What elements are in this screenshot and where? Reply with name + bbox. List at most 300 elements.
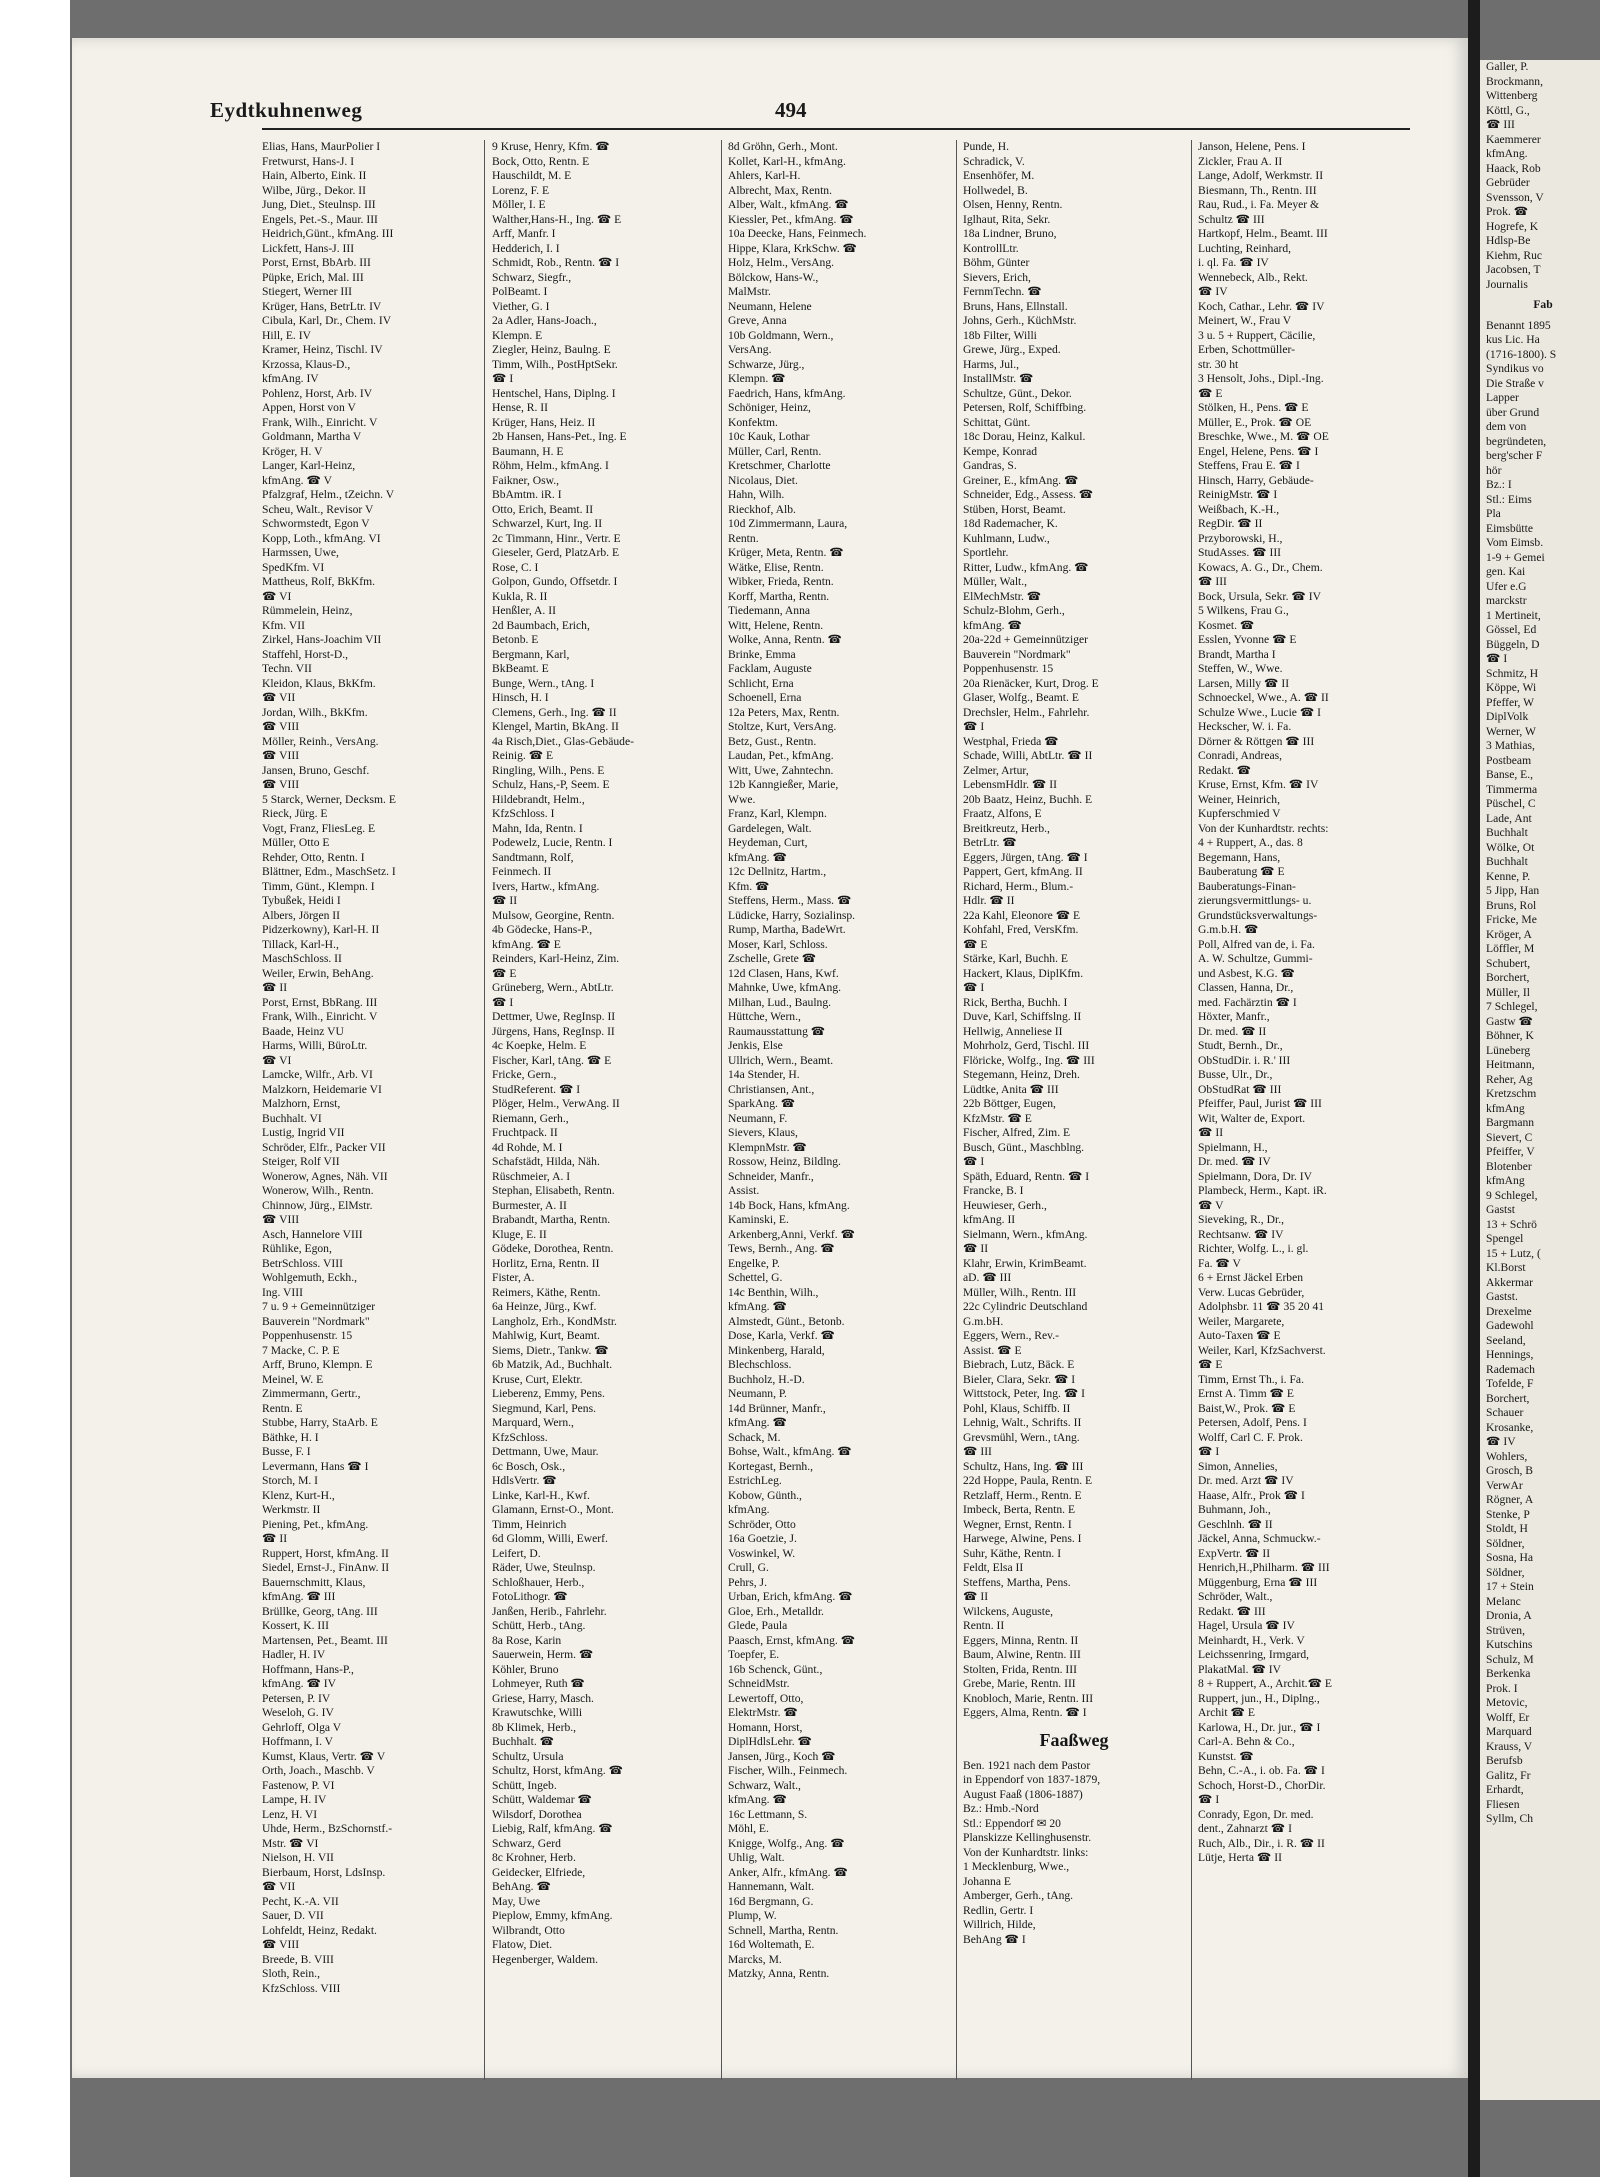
directory-entry: Seeland, [1486,1333,1526,1347]
directory-entry: Gandras, S. [963,459,1017,472]
directory-entry: Die Straße v [1486,376,1544,390]
directory-entry: Zickler, Frau A. II [1198,154,1283,168]
directory-entry: Assist. [728,1184,760,1197]
directory-entry: kfmAng. ☎ III [262,1590,336,1603]
directory-entry: Hennings, [1486,1348,1534,1361]
directory-entry: Hogrefe, K [1486,219,1539,233]
directory-entry: Schnell, Martha, Rentn. [728,1923,839,1937]
directory-entry: Zschelle, Grete ☎ [728,952,817,965]
directory-entry: Linke, Karl-H., Kwf. [492,1488,590,1502]
directory-entry: 12c Dellnitz, Hartm., [728,865,827,878]
directory-entry: Westphal, Frieda ☎ [963,734,1059,748]
directory-entry: Bergmann, Karl, [492,647,570,661]
directory-entry: Storch, M. I [262,1474,319,1487]
directory-entry: Asch, Hannelore VIII [262,1227,363,1241]
directory-entry: 7 Schlegel, [1486,1000,1538,1013]
directory-entry: Plambeck, Herm., Kapt. iR. [1198,1184,1327,1197]
directory-entry: Geidecker, Elfriede, [492,1865,586,1879]
directory-entry: Redakt. ☎ [1198,763,1252,777]
directory-entry: Hinsch, H. I [492,691,549,704]
directory-entry: Buchholz, H.-D. [728,1372,805,1386]
directory-entry: Bieler, Clara, Sekr. ☎ I [963,1372,1076,1386]
directory-entry: Harmssen, Uwe, [262,546,339,559]
directory-entry: Schulz, Hans,-P, Seem. E [492,778,610,791]
directory-entry: Pfeiffer, Paul, Jurist ☎ III [1198,1097,1322,1110]
directory-entry: Larsen, Milly ☎ II [1198,676,1290,690]
directory-entry: ☎ I [963,1155,985,1168]
directory-entry: kfmAng. II [963,1213,1016,1226]
directory-entry: Benannt 1895 [1486,318,1551,332]
directory-entry: Reinders, Karl-Heinz, Zim. [492,952,620,965]
directory-entry: MalMstr. [728,285,771,298]
directory-entry: kus Lic. Ha [1486,333,1540,346]
directory-entry: Wilckens, Auguste, [963,1604,1054,1618]
directory-entry: Fliesen [1486,1797,1520,1811]
directory-entry: 7 u. 9 + Gemeinnütziger [262,1300,376,1313]
directory-entry: 14b Bock, Hans, kfmAng. [728,1198,850,1212]
directory-entry: Lenz, H. VI [262,1807,318,1821]
column-5 [1198,140,1428,1866]
directory-entry: Auto-Taxen ☎ E [1198,1329,1281,1342]
directory-entry: Stolten, Frida, Rentn. III [963,1662,1077,1676]
directory-entry: Mahlwig, Kurt, Beamt. [492,1329,600,1342]
directory-entry: ☎ I [1486,652,1508,665]
street-header: Eydtkuhnenweg [210,98,363,122]
directory-entry: VerwAr [1486,1478,1523,1492]
directory-entry: Breitkreutz, Herb., [963,821,1050,835]
directory-entry: Brinke, Emma [728,647,796,661]
directory-entry: Siegmund, Karl, Pens. [492,1401,597,1415]
directory-entry: BetrSchloss. VIII [262,1256,343,1270]
directory-entry: ☎ II [262,981,288,994]
directory-entry: Bock, Ursula, Sekr. ☎ IV [1198,589,1321,603]
directory-entry: Goldmann, Martha V [262,430,362,443]
directory-entry: Rentn. [728,531,759,545]
directory-entry: G.m.b.H. ☎ [1198,923,1259,936]
directory-entry: Püschel, C [1486,797,1536,810]
directory-entry: kfmAng. ☎ [963,618,1022,632]
directory-entry: Dörner & Röttgen ☎ III [1198,734,1315,748]
directory-entry: Kröger, H. V [262,444,323,458]
directory-entry: Rieck, Jürg. E [262,807,328,820]
directory-entry: Neumann, F. [728,1111,788,1125]
directory-entry: Arff, Manfr. I [492,227,556,240]
directory-entry: Wolke, Anna, Rentn. ☎ [728,633,842,646]
directory-entry: Dronia, A [1486,1609,1532,1622]
directory-entry: Rentn. E [262,1401,303,1415]
directory-entry: Haack, Rob [1486,161,1541,175]
directory-entry: 4a Risch,Diet., Glas-Gebäude- [492,734,634,748]
directory-entry: 2a Adler, Hans-Joach., [492,314,597,327]
directory-entry: über Grund [1486,405,1540,419]
directory-entry: Böhm, Günter [963,256,1030,269]
directory-entry: KfzMstr. ☎ E [963,1111,1032,1125]
directory-entry: Müller, Il [1486,985,1530,999]
directory-entry: ElMechMstr. ☎ [963,589,1042,603]
directory-entry: Buchhalt. ☎ [492,1735,555,1748]
directory-entry: Schneider, Edg., Assess. ☎ [963,488,1094,501]
directory-entry: Schulze Wwe., Lucie ☎ I [1198,705,1322,719]
directory-entry: Jürgens, Hans, RegInsp. II [492,1024,615,1038]
directory-entry: 22a Kahl, Eleonore ☎ E [963,908,1081,922]
directory-entry: Löffler, M [1486,942,1535,955]
directory-entry: Busse, Ulr., Dr., [1198,1068,1273,1081]
directory-entry: Hackert, Klaus, DiplKfm. [963,966,1084,980]
directory-entry: Bauernschmitt, Klaus, [262,1575,366,1589]
directory-entry: Melanc [1486,1594,1521,1608]
directory-entry: Hoffmann, Hans-P., [262,1662,354,1676]
directory-entry: Pohlenz, Horst, Arb. IV [262,386,373,400]
directory-entry: Lamcke, Wilfr., Arb. VI [262,1068,373,1081]
directory-entry: Schultze, Günt., Dekor. [963,386,1072,400]
directory-entry: Bz.: I [1486,478,1512,491]
directory-entry: Burmester, A. II [492,1198,567,1212]
directory-entry: 12b Kanngießer, Marie, [728,778,839,791]
directory-entry: Wibker, Frieda, Rentn. [728,575,834,588]
directory-entry: Suhr, Käthe, Rentn. I [963,1546,1062,1560]
directory-entry: Gardelegen, Walt. [728,821,812,835]
directory-entry: dem von [1486,420,1527,433]
directory-entry: Sloth, Rein., [262,1967,320,1980]
column-4 [963,140,1185,1947]
directory-entry: Kruse, Ernst, Kfm. ☎ IV [1198,778,1319,791]
directory-entry: Wegner, Ernst, Rentn. I [963,1517,1072,1531]
directory-entry: Plump, W. [728,1909,777,1922]
column-2 [492,140,714,1967]
directory-entry: Schettel, G. [728,1271,783,1284]
directory-entry: Lampe, H. IV [262,1793,327,1806]
directory-entry: Wohlers, [1486,1449,1528,1463]
directory-entry: Syllm, Ch [1486,1812,1534,1825]
directory-entry: 2d Baumbach, Erich, [492,618,590,632]
directory-entry: Ernst A. Timm ☎ E [1198,1387,1294,1400]
directory-entry: Wilbe, Jürg., Dekor. II [262,183,366,197]
directory-entry: PlakatMal. ☎ IV [1198,1662,1282,1676]
directory-entry: Gadewohl [1486,1319,1534,1332]
directory-entry: Pieplow, Emmy, kfmAng. [492,1909,613,1922]
directory-entry: Timm, Günt., Klempn. I [262,879,375,893]
directory-entry: Tillack, Karl-H., [262,937,339,951]
directory-entry: Zelmer, Artur, [963,763,1029,777]
directory-entry: Faikner, Osw., [492,473,560,487]
directory-entry: Ahlers, Karl-H. [728,169,801,182]
directory-entry: ☎ VII [262,1880,296,1893]
directory-entry: Olsen, Henny, Rentn. [963,198,1063,211]
directory-entry: 3 Hensolt, Johs., Dipl.-Ing. [1198,372,1324,385]
directory-entry: Chinnow, Jürg., ElMstr. [262,1198,373,1212]
directory-entry: Glaser, Wolfg., Beamt. E [963,691,1079,704]
directory-entry: Pohl, Klaus, Schiffb. II [963,1401,1071,1415]
directory-entry: Hüttche, Wern., [728,1010,801,1023]
directory-entry: Banse, E., [1486,768,1534,781]
directory-entry: Liebig, Ralf, kfmAng. ☎ [492,1822,613,1835]
directory-entry: Timm, Heinrich [492,1517,567,1531]
directory-entry: BehAng ☎ I [963,1932,1026,1946]
directory-entry: LebensmHdlr. ☎ II [963,778,1057,791]
directory-entry: August Faaß (1806-1887) [963,1787,1083,1801]
directory-entry: Hahn, Wilh. [728,488,785,501]
directory-entry: Henrich,H.,Philharm. ☎ III [1198,1561,1330,1574]
directory-entry: May, Uwe [492,1894,541,1908]
directory-entry: Uhde, Herm., BzSchornstf.- [262,1822,393,1835]
directory-entry: Pfeffer, W [1486,695,1535,709]
directory-entry: und Asbest, K.G. ☎ [1198,966,1295,980]
directory-entry: Bohse, Walt., kfmAng. ☎ [728,1445,852,1458]
directory-entry: 10c Kauk, Lothar [728,430,810,443]
directory-entry: Lüdicke, Harry, Sozialinsp. [728,908,856,922]
directory-entry: Hadler, H. IV [262,1648,326,1661]
directory-entry: ☎ VII [262,691,296,704]
street-section-title: Faaßweg [1039,1729,1109,1750]
directory-entry: KontrollLtr. [963,241,1019,255]
directory-entry: Söldner, [1486,1565,1525,1579]
directory-entry: berg'scher F [1486,449,1543,462]
directory-entry: Faedrich, Hans, kfmAng. [728,386,846,400]
directory-entry: Holz, Helm., VersAng. [728,256,835,269]
directory-entry: kfmAng. ☎ [728,1300,787,1313]
directory-entry: BehAng. ☎ [492,1880,551,1893]
directory-entry: Frank, Wilh., Einricht. V [262,1010,378,1023]
directory-entry: FotoLithogr. ☎ [492,1590,568,1603]
directory-entry: Baum, Alwine, Rentn. III [963,1648,1081,1661]
directory-entry: Richard, Herm., Blum.- [963,879,1074,893]
directory-entry: RegDir. ☎ II [1198,517,1263,530]
directory-entry: aD. ☎ III [963,1271,1012,1284]
directory-entry: Bölckow, Hans-W., [728,270,819,284]
directory-entry: Jäckel, Anna, Schmuckw.- [1198,1532,1321,1545]
directory-entry: Lütje, Herta ☎ II [1198,1851,1282,1864]
directory-entry: Hill, E. IV [262,328,311,342]
directory-entry: 3 u. 5 + Ruppert, Cäcilie, [1198,328,1316,342]
directory-entry: ☎ E [1198,1358,1223,1371]
directory-entry: Köttl, G., [1486,103,1530,117]
directory-entry: Schultz ☎ III [1198,212,1265,226]
directory-entry: Wwe. [728,792,756,806]
directory-entry: Gastw ☎ [1486,1014,1533,1028]
directory-entry: Kumst, Klaus, Vertr. ☎ V [262,1749,386,1763]
directory-entry: Piening, Pet., kfmAng. [262,1517,369,1531]
directory-entry: Knigge, Wolfg., Ang. ☎ [728,1836,845,1850]
directory-entry: Dr. med. Arzt ☎ IV [1198,1474,1294,1487]
directory-entry: Sportlehr. [963,546,1009,559]
directory-entry: Lohfeldt, Heinz, Redakt. [262,1923,377,1937]
directory-entry: SpedKfm. VI [262,560,325,574]
directory-entry: Weiler, Karl, KfzSachverst. [1198,1343,1326,1357]
directory-entry: Johanna E [963,1874,1011,1888]
directory-entry: Petersen, P. IV [262,1691,331,1705]
directory-entry: Simon, Annelies, [1198,1459,1278,1473]
directory-entry: Metovic, [1486,1696,1528,1709]
directory-entry: Buchhalt [1486,826,1528,839]
directory-entry: Büggeln, D [1486,637,1540,651]
directory-entry: Grüneberg, Wern., AbtLtr. [492,981,614,994]
directory-entry: Schütt, Herb., tAng. [492,1619,586,1632]
directory-entry: Wolff, Er [1486,1710,1530,1724]
directory-entry: Stephan, Elisabeth, Rentn. [492,1184,615,1197]
directory-entry: Stl.: Eppendorf ✉ 20 [963,1816,1061,1830]
directory-entry: Witt, Helene, Rentn. [728,618,824,632]
directory-entry: Almstedt, Günt., Betonb. [728,1314,845,1328]
directory-entry: Rademach [1486,1362,1535,1376]
directory-entry: Heckscher, W. i. Fa. [1198,720,1292,733]
directory-entry: Rechtsanw. ☎ IV [1198,1227,1284,1241]
directory-entry: Betonb. E [492,633,539,646]
directory-entry: Rieckhof, Alb. [728,502,796,516]
directory-entry: ☎ VIII [262,1938,300,1951]
directory-entry: Schlicht, Erna [728,676,794,690]
directory-entry: Vogt, Franz, FliesLeg. E [262,821,376,835]
directory-entry: Sielmann, Wern., kfmAng. [963,1227,1088,1241]
directory-entry: Gastst. [1486,1290,1518,1303]
directory-entry: Kleidon, Klaus, BkKfm. [262,676,376,690]
directory-entry: Erhardt, [1486,1783,1524,1796]
directory-entry: Müller, Otto E [262,836,330,849]
directory-entry: Hollwedel, B. [963,183,1028,197]
directory-entry: ☎ I [492,995,514,1009]
directory-entry: Steiger, Rolf VII [262,1155,340,1168]
directory-entry: 2c Timmann, Hinr., Vertr. E [492,531,621,545]
directory-entry: Busse, F. I [262,1445,311,1458]
directory-entry: Müller, E., Prok. ☎ OE [1198,415,1312,429]
directory-entry: Stüben, Horst, Beamt. [963,502,1066,516]
directory-entry: InstallMstr. ☎ [963,372,1034,385]
directory-entry: Kopp, Loth., kfmAng. VI [262,531,381,545]
directory-entry: Wittenberg [1486,89,1538,102]
directory-entry: Timmerma [1486,782,1538,796]
directory-entry: kfmAng. IV [262,372,319,385]
directory-entry: Ruch, Alb., Dir., i. R. ☎ II [1198,1836,1325,1850]
directory-entry: 1 Mecklenburg, Wwe., [963,1860,1070,1873]
directory-entry: Schröder, Otto [728,1517,796,1531]
directory-entry: Hauschildt, M. E [492,169,572,182]
directory-entry: Kohfahl, Fred, VersKfm. [963,923,1079,936]
directory-entry: Elias, Hans, MaurPolier I [262,140,381,153]
directory-entry: Schultz, Ursula [492,1749,564,1763]
directory-entry: Von der Kunhardtstr. rechts: [1198,821,1329,835]
directory-entry: kfmAng [1486,1174,1525,1187]
directory-entry: Baumann, H. E [492,444,564,458]
directory-entry: Porst, Ernst, BbArb. III [262,256,371,269]
directory-entry: Wonerow, Agnes, Näh. VII [262,1169,388,1183]
column-divider [1191,140,1192,2080]
directory-entry: 8c Krohner, Herb. [492,1851,576,1864]
directory-entry: VersAng. [728,343,772,356]
directory-entry: ☎ III [1486,118,1515,131]
directory-entry: Poll, Alfred van de, i. Fa. [1198,937,1315,951]
directory-entry: Kutschins [1486,1638,1533,1651]
directory-entry: 3 Mathias, [1486,739,1535,752]
directory-entry: Porst, Ernst, BbRang. III [262,995,378,1009]
directory-entry: Späth, Eduard, Rentn. ☎ I [963,1169,1090,1183]
directory-entry: Pehrs, J. [728,1575,767,1589]
directory-entry: KlempnMstr. ☎ [728,1140,807,1154]
directory-entry: Wölke, Ot [1486,840,1535,854]
directory-entry: ☎ II [262,1532,288,1545]
directory-entry: Brabandt, Martha, Rentn. [492,1213,611,1226]
directory-entry: Kfm. ☎ [728,879,770,893]
directory-entry: Marquard, Wern., [492,1416,574,1429]
directory-entry: Kluge, E. II [492,1227,547,1241]
directory-entry: Buchhalt. VI [262,1111,322,1125]
directory-entry: Stölken, H., Pens. ☎ E [1198,401,1309,414]
directory-entry: Kupferschmied V [1198,807,1281,820]
directory-entry: Müggenburg, Erna ☎ III [1198,1575,1318,1589]
directory-entry: Marcks, M. [728,1952,782,1966]
directory-entry: Petersen, Rolf, Schiffbing. [963,401,1087,414]
page-header [210,98,1410,128]
directory-entry: Lohmeyer, Ruth ☎ [492,1677,585,1690]
directory-entry: ☎ III [1198,575,1227,588]
directory-entry: (1716-1800). S [1486,347,1557,361]
directory-entry: Werkmstr. II [262,1503,321,1516]
directory-entry: Paasch, Ernst, kfmAng. ☎ [728,1633,856,1647]
directory-entry: Schulz-Blohm, Gerh., [963,604,1065,617]
directory-entry: 15 + Lutz, ( [1486,1246,1541,1260]
directory-entry: Pecht, K.-A. VII [262,1894,339,1908]
directory-entry: Dr. med. ☎ IV [1198,1155,1271,1168]
directory-entry: 4c Koepke, Helm. E [492,1039,587,1052]
directory-entry: 4b Gödecke, Hans-P., [492,923,593,936]
directory-entry: 5 Wilkens, Frau G., [1198,604,1289,617]
directory-entry: Vom Eimsb. [1486,536,1544,549]
directory-entry: 6b Matzik, Ad., Buchhalt. [492,1358,613,1371]
directory-entry: EstrichLeg. [728,1474,782,1487]
directory-entry: Pidzerkowny), Karl-H. II [262,923,380,936]
directory-entry: Krüger, Hans, Heiz. II [492,415,596,429]
directory-entry: A. W. Schultze, Gummi- [1198,952,1313,965]
directory-entry: Biebrach, Lutz, Bäck. E [963,1358,1075,1371]
column-1 [262,140,477,1996]
directory-entry: Schultz, Horst, kfmAng. ☎ [492,1764,624,1777]
directory-entry: Hense, R. II [492,401,549,414]
directory-entry: Schulz, M [1486,1652,1534,1666]
directory-entry: 16a Goetzie, J. [728,1532,797,1545]
directory-entry: Konfektm. [728,415,778,429]
directory-entry: Krosanke, [1486,1420,1534,1434]
directory-entry: Viether, G. I [492,299,550,313]
directory-entry: Wohlgemuth, Eckh., [262,1271,358,1284]
directory-entry: Bäthke, H. I [262,1430,319,1444]
directory-entry: Fruchtpack. II [492,1126,558,1139]
directory-entry: Lüdtke, Anita ☎ III [963,1082,1059,1096]
directory-entry: Gloe, Erh., Metalldr. [728,1604,824,1618]
directory-entry: Haase, Alfr., Prok ☎ I [1198,1488,1305,1502]
directory-entry: kfmAng. ☎ V [262,473,332,487]
directory-entry: Techn. VII [262,662,312,675]
directory-entry: Buchhalt [1486,855,1528,868]
directory-entry: Wolff, Carl C. F. Prok. [1198,1430,1303,1444]
directory-entry: kfmAng. ☎ [728,1793,787,1806]
directory-entry: Kukla, R. II [492,589,548,603]
directory-entry: ☎ I [963,720,985,733]
directory-entry: Schwarz, Walt., [728,1778,801,1792]
directory-entry: Ziegler, Heinz, Baulng. E [492,343,611,356]
directory-entry: Gieseler, Gerd, PlatzArb. E [492,546,620,559]
header-rule [262,128,1410,130]
directory-entry: Wennebeck, Alb., Rekt. [1198,270,1308,284]
directory-entry: Weißbach, K.-H., [1198,502,1280,516]
directory-entry: Korff, Martha, Rentn. [728,589,830,603]
directory-entry: Fretwurst, Hans-J. I [262,154,355,168]
directory-entry: 22c Cylindric Deutschland [963,1300,1088,1313]
directory-entry: Mattheus, Rolf, BkKfm. [262,575,376,588]
directory-entry: Fricke, Gern., [492,1068,557,1081]
directory-entry: Redlin, Gertr. I [963,1903,1034,1917]
directory-entry: 9 Schlegel, [1486,1188,1538,1202]
directory-entry: KfzSchloss. VIII [262,1981,341,1995]
directory-entry: Schack, M. [728,1430,781,1444]
directory-entry: Matzky, Anna, Rentn. [728,1967,830,1980]
